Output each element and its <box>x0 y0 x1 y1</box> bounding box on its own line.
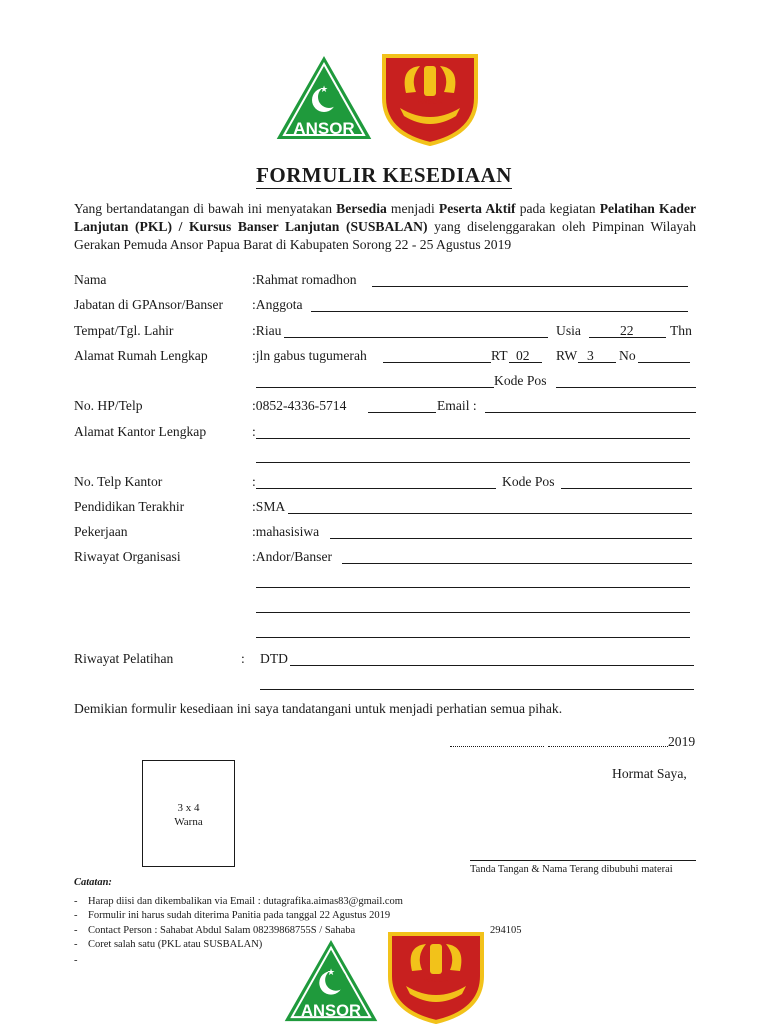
pelatihan-colon: : <box>241 651 245 666</box>
svg-text:★: ★ <box>327 967 335 978</box>
nama-label: Nama <box>74 272 107 287</box>
telp-kantor-line[interactable] <box>256 488 496 489</box>
rt-value: 02 <box>516 348 530 363</box>
pelatihan-value: DTD <box>260 651 288 666</box>
ttl-line[interactable] <box>284 337 548 338</box>
intro-paragraph: Yang bertandatangan di bawah ini menyatakan Bersedia menjadi Peserta Aktif pada kegiatan Pelatihan Kader Lanjutan (PKL) / Kursus Banser Lanjutan (SUSBALAN) yang diselenggarakan oleh Pimpinan Wilayah Gerakan Pemuda Ansor Papua Barat di Kabupaten Sorong 22 - 25 Agustus 2019 <box>74 201 697 252</box>
pelatihan-line[interactable] <box>290 665 694 666</box>
salutation: Hormat Saya, <box>612 766 687 781</box>
alamat-label: Alamat Rumah Lengkap <box>74 348 208 363</box>
kantor-line[interactable] <box>256 438 690 439</box>
alamat-line-2[interactable] <box>256 387 494 388</box>
kantor-label: Alamat Kantor Lengkap <box>74 424 207 439</box>
thn-label: Thn <box>670 323 692 338</box>
notes-title: Catatan: <box>74 877 112 888</box>
hp-line[interactable] <box>368 412 436 413</box>
banser-logo-text: ANSOR <box>417 99 443 106</box>
ansor-logo-bottom <box>279 936 383 1024</box>
date-place-line[interactable] <box>450 746 544 747</box>
date-year: 2019 <box>668 734 696 749</box>
no-label: No <box>619 348 636 363</box>
ansor-logo <box>272 52 376 142</box>
organisasi-value: :Andor/Banser <box>252 549 333 564</box>
hp-value: :0852-4336-5714 <box>252 398 347 413</box>
photo-box <box>142 760 235 867</box>
ttl-value: :Riau <box>252 323 282 338</box>
signature-caption: Tanda Tangan & Nama Terang dibubuhi materai <box>470 864 673 875</box>
pendidikan-label: Pendidikan Terakhir <box>74 499 185 514</box>
rw-value: 3 <box>587 348 594 363</box>
no-line[interactable] <box>638 362 690 363</box>
svg-text:★: ★ <box>319 84 329 94</box>
ansor-logo-bottom-text: ANSOR <box>301 1001 361 1021</box>
note-item-5: - <box>74 955 78 966</box>
alamat-line[interactable] <box>383 362 491 363</box>
pekerjaan-label: Pekerjaan <box>74 524 128 539</box>
date-month-line[interactable] <box>548 746 668 747</box>
pendidikan-value: :SMA <box>252 499 286 514</box>
nama-line[interactable] <box>372 286 688 287</box>
organisasi-label: Riwayat Organisasi <box>74 549 181 564</box>
telp-kantor-label: No. Telp Kantor <box>74 474 163 489</box>
jabatan-line[interactable] <box>311 311 688 312</box>
kodepos2-line[interactable] <box>561 488 692 489</box>
alamat-value: :jln gabus tugumerah <box>252 348 367 363</box>
hp-label: No. HP/Telp <box>74 398 143 413</box>
note-item-3: - Contact Person : Sahabat Abdul Salam 08239868755S / Sahaba <box>74 925 356 936</box>
rw-label: RW <box>556 348 578 363</box>
kantor-line-2[interactable] <box>256 462 690 463</box>
photo-color: Warna <box>174 816 203 828</box>
organisasi-line[interactable] <box>342 563 692 564</box>
photo-size: 3 x 4 <box>177 802 200 814</box>
pekerjaan-value: :mahasisiwa <box>252 524 320 539</box>
closing-statement: Demikian formulir kesediaan ini saya tandatangani untuk menjadi perhatian semua pihak. <box>74 701 563 716</box>
kantor-value: : <box>252 424 256 439</box>
jabatan-label: Jabatan di GPAnsor/Banser <box>74 297 224 312</box>
pelatihan-label: Riwayat Pelatihan <box>74 651 174 666</box>
rt-label: RT <box>491 348 508 363</box>
banser-logo-bottom-text: ANSOR <box>423 977 449 984</box>
organisasi-line-4[interactable] <box>256 637 690 638</box>
usia-value: 22 <box>620 323 634 338</box>
email-line[interactable] <box>485 412 696 413</box>
note-item-1: - Harap diisi dan dikembalikan via Email : dutagrafika.aimas83@gmail.com <box>74 896 403 907</box>
pendidikan-line[interactable] <box>288 513 692 514</box>
ansor-logo-text: ANSOR <box>293 119 355 138</box>
banser-logo <box>376 48 484 146</box>
telp-kantor-value: : <box>252 474 256 489</box>
kodepos2-label: Kode Pos <box>502 474 555 489</box>
pelatihan-line-2[interactable] <box>260 689 694 690</box>
note-item-3-end: 294105 <box>490 925 522 936</box>
note-item-4: - Coret salah satu (PKL atau SUSBALAN) <box>74 939 263 950</box>
note-item-2: - Formulir ini harus sudah diterima Panitia pada tanggal 22 Agustus 2019 <box>74 910 391 921</box>
email-label: Email : <box>437 398 477 413</box>
kodepos-label: Kode Pos <box>494 373 547 388</box>
kodepos-line[interactable] <box>556 387 696 388</box>
signature-line[interactable] <box>470 860 696 861</box>
usia-label: Usia <box>556 323 581 338</box>
rw-line[interactable] <box>578 362 616 363</box>
banser-logo-bottom <box>382 926 490 1024</box>
organisasi-line-3[interactable] <box>256 612 690 613</box>
nama-value: :Rahmat romadhon <box>252 272 357 287</box>
form-title: FORMULIR KESEDIAAN <box>256 163 512 187</box>
pekerjaan-line[interactable] <box>330 538 692 539</box>
organisasi-line-2[interactable] <box>256 587 690 588</box>
jabatan-value: :Anggota <box>252 297 303 312</box>
ttl-label: Tempat/Tgl. Lahir <box>74 323 174 338</box>
